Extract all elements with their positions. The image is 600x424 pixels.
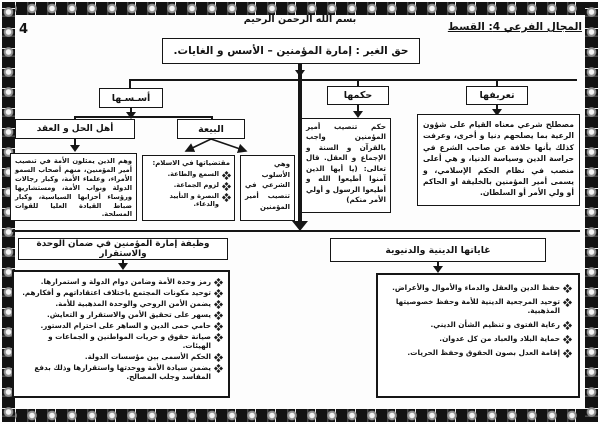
- diamond-bullet-icon: [222, 171, 231, 180]
- bayaa-definition-box: وهي الأسلوب الشرعي في تنصيب أمير المؤمنين: [240, 155, 295, 221]
- diamond-bullet-icon: [563, 335, 572, 344]
- ruling-text-box: حكم تنصيب أمير المؤمنين واجب بالقرآن و السنة و الإجماع و العقل. قال تعالى: (يا أيها الذين آمنوا أطيعوا الله و أطيعوا الرسول و أولي الأمر منكم): [301, 118, 391, 213]
- diamond-bullet-icon: [214, 278, 223, 287]
- arrow-down-icon: [433, 266, 443, 273]
- branch-foundations: أسـسـها: [99, 88, 163, 108]
- bismillah-calligraphy: بسم الله الرحمن الرحيم: [243, 14, 357, 25]
- list-item: يضمن سيادة الأمة ووحدتها واستقرارها وذلك بدفع المفاسد وجلب المصالح.: [20, 363, 222, 381]
- ornament-border-bottom: [2, 409, 598, 422]
- diamond-bullet-icon: [214, 322, 223, 331]
- list-item: يضمن الأمن الروحي والوحدة المذهبية للأمة.: [20, 299, 222, 308]
- diamond-bullet-icon: [563, 298, 572, 307]
- connector-line: [74, 116, 213, 118]
- list-item: إقامة العدل بصون الحقوق وحفظ الحريات.: [385, 348, 571, 357]
- branch-ahl-al-hall: أهل الحل و العقد: [15, 119, 135, 139]
- definition-text-box: مصطلح شرعي معناه القيام على شؤون الرعية بما يصلحهم دنيا و أخرى، وعرفت كذلك بأنها خلافة عن صاحب الشرع في حراسة الدين وسياسة الدنيا، و هي أعلى منصب في نظام الحكم الإسلامي، و يسمى أمير المؤمنين بالخليفة او الحاكم أو ولي الأمر أو السلطان.: [417, 114, 580, 206]
- branch-bayaa: البيعة: [177, 119, 245, 139]
- ahl-al-hall-text-box: وهم الذين يمثلون الأمة في تنصيب أمير المؤمنين، منهم أصحاب السمو الأمراء، وعلماء الأمة، وكبار رجالات الدولة ونواب الأمة، ومستشاريها ورؤساء أحزابها السياسية، وكبار ضباط القيادة العليا للقوات المسلحة.: [10, 153, 137, 221]
- list-item: توحيد المرجعية الدينية للأمة وحفظ خصوصيتها المذهبية.: [385, 297, 571, 315]
- diamond-bullet-icon: [214, 353, 223, 362]
- arrow-down-icon: [353, 111, 363, 118]
- list-item: النصرة و التأييد والدعاء.: [147, 192, 230, 208]
- ornament-border-right: [585, 2, 598, 422]
- list-item: لزوم الجماعة.: [147, 181, 230, 190]
- branch-definition: تعريفها: [466, 86, 528, 105]
- separator-line: [12, 230, 580, 232]
- list-item: رعاية الفتوى و تنظيم الشأن الديني.: [385, 320, 571, 329]
- diamond-bullet-icon: [214, 364, 223, 373]
- list-item: الحكم الأسمى بين مؤسسات الدولة.: [20, 352, 222, 361]
- diamond-bullet-icon: [222, 182, 231, 191]
- arrow-down-icon: [70, 145, 80, 152]
- function-list-box: [12, 270, 230, 398]
- page-number: 4: [19, 22, 29, 37]
- list-item: السمع والطاعة.: [147, 170, 230, 179]
- list-item: رمز وحدة الأمة وضامن دوام الدولة و استمرارها.: [20, 277, 222, 286]
- main-title-box: حق الغير : إمارة المؤمنين – الأسس و الغايات.: [162, 38, 420, 64]
- branch-ruling: حكمها: [327, 86, 389, 105]
- list-item: يسهر على تحقيق الأمن والاستقرار و التعايش.: [20, 310, 222, 319]
- bayaa-requirements-title: مقتضياتها في الاسلام:: [152, 159, 230, 167]
- function-section-title: وظيفة إمارة المؤمنين في ضمان الوحدة والاستقرار: [18, 238, 228, 260]
- bayaa-requirements-box: [142, 155, 235, 221]
- arrow-down-icon: [118, 263, 128, 270]
- diamond-bullet-icon: [563, 284, 572, 293]
- section-heading: المجال الفرعي 4: القسط: [447, 21, 582, 33]
- diamond-bullet-icon: [214, 300, 223, 309]
- diamond-bullet-icon: [214, 311, 223, 320]
- list-item: توحيد مكونات المجتمع باختلاف اعتقاداتهم و أفكارهم.: [20, 288, 222, 297]
- connector-line: [129, 79, 131, 88]
- diamond-bullet-icon: [222, 193, 231, 202]
- bayaa-split-arrows: [170, 139, 262, 155]
- connector-line: [130, 79, 577, 81]
- arrow-down-icon: [295, 70, 305, 77]
- diamond-bullet-icon: [563, 321, 572, 330]
- diamond-bullet-icon: [214, 333, 223, 342]
- goals-section-title: غاياتها الدينية والدنيوية: [330, 238, 546, 262]
- diamond-bullet-icon: [214, 289, 223, 298]
- list-item: حامي حمى الدين و الساهر على احترام الدستور.: [20, 321, 222, 330]
- goals-list-box: [376, 273, 580, 398]
- list-item: حفظ الدين والعقل والدماء والأموال والأعراض.: [385, 283, 571, 292]
- list-item: حماية البلاد والعباد من كل عدوان.: [385, 334, 571, 343]
- list-item: صيانة حقوق و حريات المواطنين و الجماعات و الهيئات.: [20, 332, 222, 350]
- diamond-bullet-icon: [563, 349, 572, 358]
